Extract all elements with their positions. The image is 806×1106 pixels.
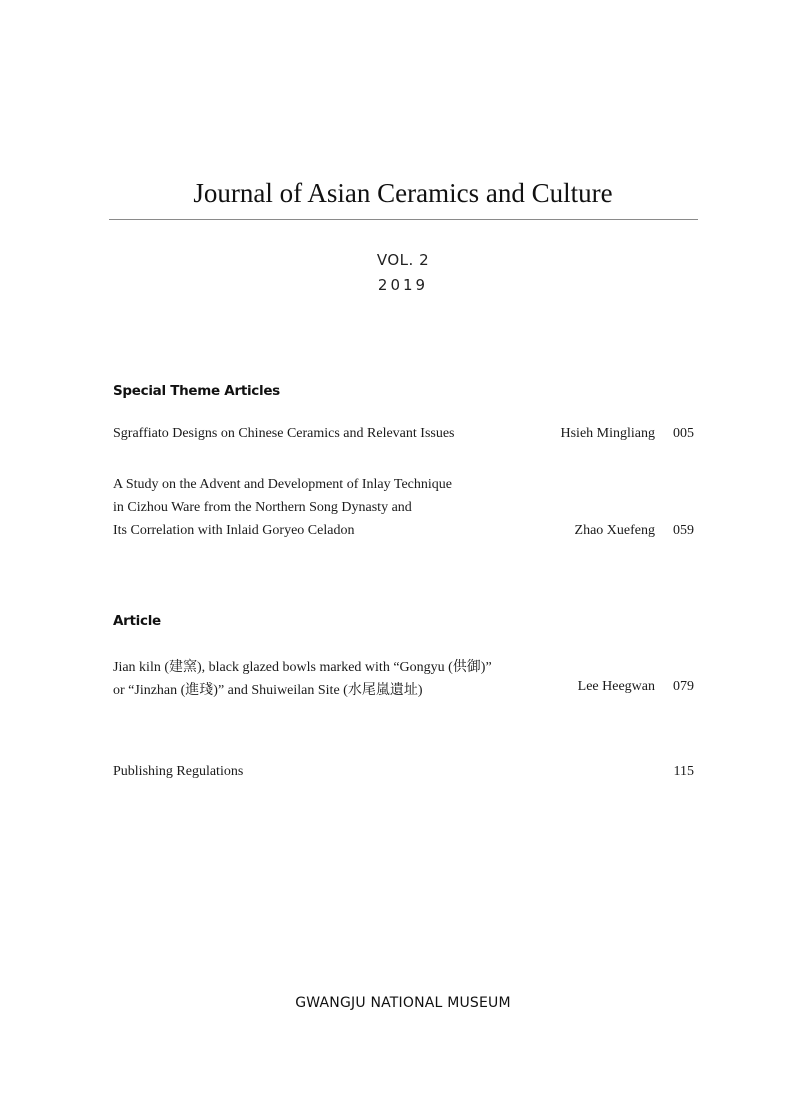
toc-entry-title: Sgraffiato Designs on Chinese Ceramics and Relevant Issues (113, 426, 455, 441)
title-divider (109, 219, 698, 220)
toc-entry-page: 115 (673, 764, 694, 779)
toc-entry-page: 079 (673, 679, 694, 694)
toc-entry-author: Hsieh Mingliang (560, 426, 655, 441)
toc-entry-title: A Study on the Advent and Development of Inlay Technique (113, 477, 452, 492)
toc-entry-title: Jian kiln (建窯), black glazed bowls marked with “Gongyu (供御)” (113, 660, 492, 675)
journal-title: Journal of Asian Ceramics and Culture (193, 178, 613, 208)
toc-entry-page: 059 (673, 523, 694, 538)
section-heading-special-theme: Special Theme Articles (113, 383, 280, 399)
toc-entry-title: Its Correlation with Inlaid Goryeo Celadon (113, 523, 355, 538)
publisher-name: GWANGJU NATIONAL MUSEUM (295, 995, 511, 1011)
publication-year: 2019 (377, 276, 429, 294)
toc-entry-title: Publishing Regulations (113, 764, 244, 779)
toc-entry-author: Zhao Xuefeng (574, 523, 655, 538)
toc-entry-title: in Cizhou Ware from the Northern Song Dynasty and (113, 500, 412, 515)
toc-entry-title: or “Jinzhan (進琖)” and Shuiweilan Site (水尾嵐遺址) (113, 683, 423, 698)
volume-number: VOL. 2 (376, 251, 430, 269)
toc-entry-page: 005 (673, 426, 694, 441)
toc-entry-author: Lee Heegwan (577, 679, 655, 694)
section-heading-article: Article (113, 613, 161, 629)
